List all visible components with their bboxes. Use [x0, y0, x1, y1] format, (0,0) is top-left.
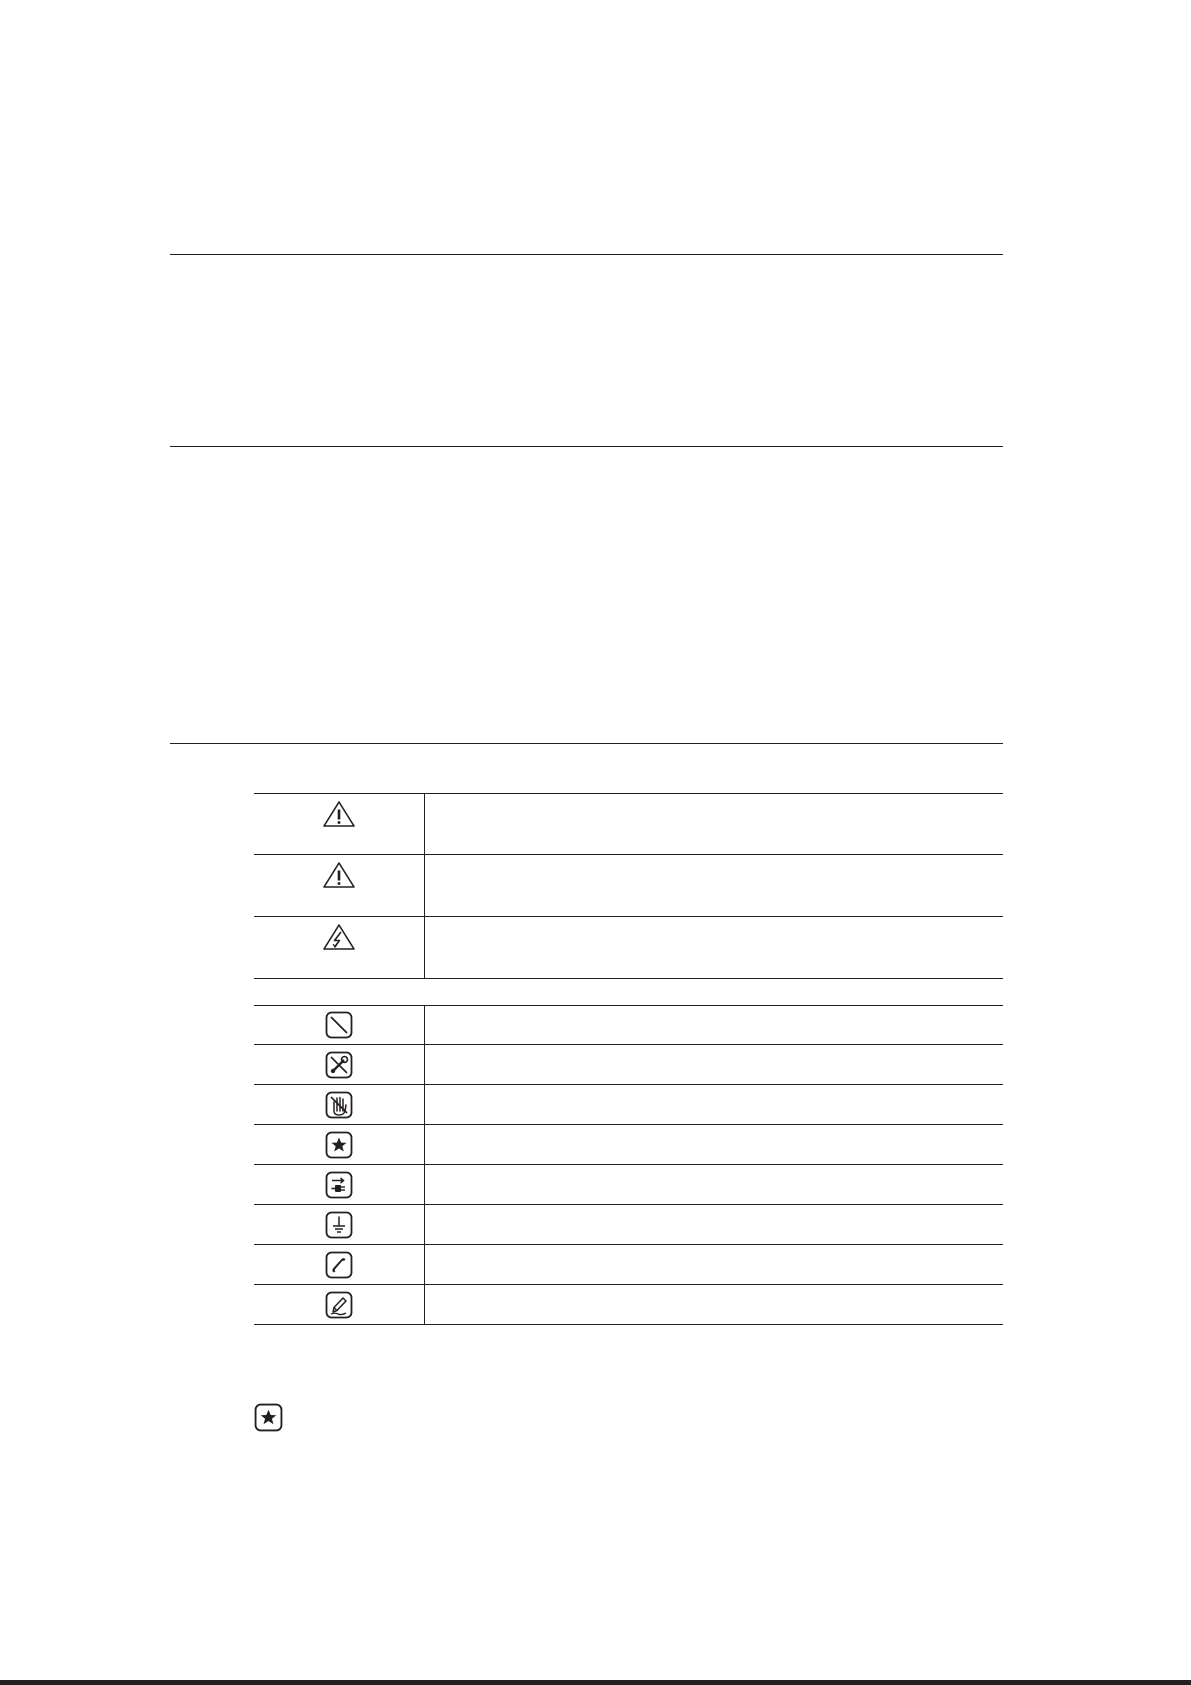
symbol-description — [425, 1165, 1003, 1204]
symbol-row — [254, 1045, 1003, 1085]
symbol-row — [254, 1205, 1003, 1245]
do-not-disassemble-icon — [325, 1051, 353, 1079]
symbols-table — [254, 1005, 1003, 1325]
symbol-description — [425, 1006, 1003, 1044]
symbol-row — [254, 1005, 1003, 1045]
symbol-row — [254, 1125, 1003, 1165]
unplug-power-icon — [325, 1171, 353, 1199]
electric-shock-row — [254, 917, 1003, 979]
note-icon — [325, 1291, 353, 1319]
page-bottom-edge — [0, 1680, 1191, 1685]
prohibited-icon — [325, 1011, 353, 1039]
electric-shock-triangle-icon — [322, 923, 356, 951]
symbol-row — [254, 1085, 1003, 1125]
symbol-row — [254, 1245, 1003, 1285]
symbol-description — [425, 1205, 1003, 1244]
symbol-row — [254, 1285, 1003, 1325]
caution-triangle-icon — [322, 861, 356, 889]
symbol-description — [425, 1045, 1003, 1084]
follow-instructions-star-icon — [325, 1131, 353, 1159]
warning-symbols-table — [254, 793, 1003, 979]
section-divider-3 — [170, 743, 1003, 744]
symbol-description — [425, 1285, 1003, 1324]
ground-icon — [325, 1211, 353, 1239]
symbol-description — [425, 1085, 1003, 1124]
section-divider-2 — [170, 446, 1003, 447]
section-divider-1 — [170, 254, 1003, 255]
do-not-touch-icon — [325, 1091, 353, 1119]
caution-description — [425, 855, 1003, 916]
follow-instructions-star-icon — [254, 1403, 283, 1432]
symbol-row — [254, 1165, 1003, 1205]
contact-service-center-icon — [325, 1251, 353, 1279]
warning-triangle-icon — [322, 800, 356, 828]
electric-shock-description — [425, 917, 1003, 978]
caution-row — [254, 855, 1003, 917]
symbol-description — [425, 1125, 1003, 1164]
warning-description — [425, 794, 1003, 854]
symbol-description — [425, 1245, 1003, 1284]
warning-row — [254, 793, 1003, 855]
